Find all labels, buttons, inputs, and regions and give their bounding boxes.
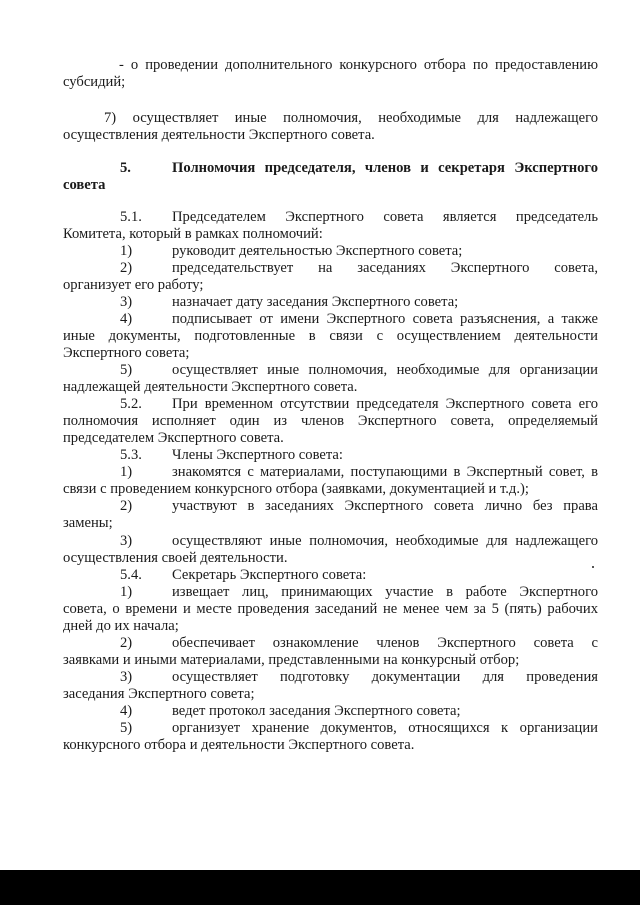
text-line: осуществления деятельности Экспертного совета.	[63, 127, 375, 143]
text-line: Экспертного совета;	[63, 345, 190, 361]
text-line: иные документы, подготовленные в связи с осуществлением деятельности	[63, 328, 598, 344]
text-line: заявками и иными материалами, представленными на конкурсный отбор;	[63, 652, 520, 668]
text-line: руководит деятельностью Экспертного совета;	[172, 243, 463, 259]
text-line: организует его работу;	[63, 277, 204, 293]
clause-number: 5.4.	[120, 567, 142, 583]
item-number: 3)	[120, 669, 133, 685]
item-number: 4)	[120, 311, 133, 327]
text-line: знакомятся с материалами, поступающими в Экспертный совет, в	[172, 464, 598, 480]
text-line: ведет протокол заседания Экспертного совета;	[172, 703, 461, 719]
text-line: - о проведении дополнительного конкурсного отбора по предоставлению	[119, 57, 598, 73]
item-number: 1)	[120, 464, 133, 480]
item-number: 3)	[120, 294, 133, 310]
clause-number: 5.1.	[120, 209, 142, 225]
item-number: 5)	[120, 720, 133, 736]
text-line: подписывает от имени Экспертного совета разъяснения, а также	[172, 311, 598, 327]
text-line: замены;	[63, 515, 113, 531]
item-number: 2)	[120, 260, 133, 276]
text-line: Комитета, который в рамках полномочий:	[63, 226, 323, 242]
text-line: председателем Экспертного совета.	[63, 430, 284, 446]
text-line: Председателем Экспертного совета является председатель	[172, 209, 598, 225]
text-line: заседания Экспертного совета;	[63, 686, 255, 702]
clause-number: 5.3.	[120, 447, 142, 463]
text-line: Члены Экспертного совета:	[172, 447, 343, 463]
item-number: 3)	[120, 533, 133, 549]
text-line: участвуют в заседаниях Экспертного совета лично без права	[172, 498, 598, 514]
item-number: 4)	[120, 703, 133, 719]
section-title-cont: совета	[63, 177, 106, 193]
text-line: связи с проведением конкурсного отбора (заявками, документацией и т.д.);	[63, 481, 529, 497]
text-line: надлежащей деятельности Экспертного совета.	[63, 379, 358, 395]
text-line: совета, о времени и месте проведения заседаний не менее чем за 5 (пять) рабочих	[63, 601, 598, 617]
text-line: осуществляет подготовку документации для проведения	[172, 669, 598, 685]
text-line: назначает дату заседания Экспертного совета;	[172, 294, 459, 310]
text-line: полномочия исполняет один из членов Экспертного совета, определяемый	[63, 413, 598, 429]
section-title: Полномочия председателя, членов и секретаря Экспертного	[172, 160, 598, 176]
text-line: осуществляют иные полномочия, необходимые для надлежащего	[172, 533, 598, 549]
text-line: дней до их начала;	[63, 618, 179, 634]
item-number: 1)	[120, 243, 133, 259]
text-line: организует хранение документов, относящихся к организации	[172, 720, 598, 736]
text-line: председательствует на заседаниях Экспертного совета,	[172, 260, 598, 276]
text-line: обеспечивает ознакомление членов Экспертного совета с	[172, 635, 598, 651]
item-number: 1)	[120, 584, 133, 600]
scan-speck	[592, 566, 594, 568]
text-line: При временном отсутствии председателя Экспертного совета его	[172, 396, 598, 412]
text-line: субсидий;	[63, 74, 126, 90]
text-line: осуществления своей деятельности.	[63, 550, 288, 566]
item-number: 2)	[120, 498, 133, 514]
text-line: Секретарь Экспертного совета:	[172, 567, 367, 583]
text-line: извещает лиц, принимающих участие в работе Экспертного	[172, 584, 598, 600]
item-number: 5)	[120, 362, 133, 378]
text-line: 7) осуществляет иные полномочия, необходимые для надлежащего	[104, 110, 598, 126]
text-line: конкурсного отбора и деятельности Экспертного совета.	[63, 737, 415, 753]
text-line: осуществляет иные полномочия, необходимые для организации	[172, 362, 598, 378]
clause-number: 5.2.	[120, 396, 142, 412]
item-number: 2)	[120, 635, 133, 651]
section-number: 5.	[120, 160, 131, 176]
scan-border	[0, 870, 640, 905]
